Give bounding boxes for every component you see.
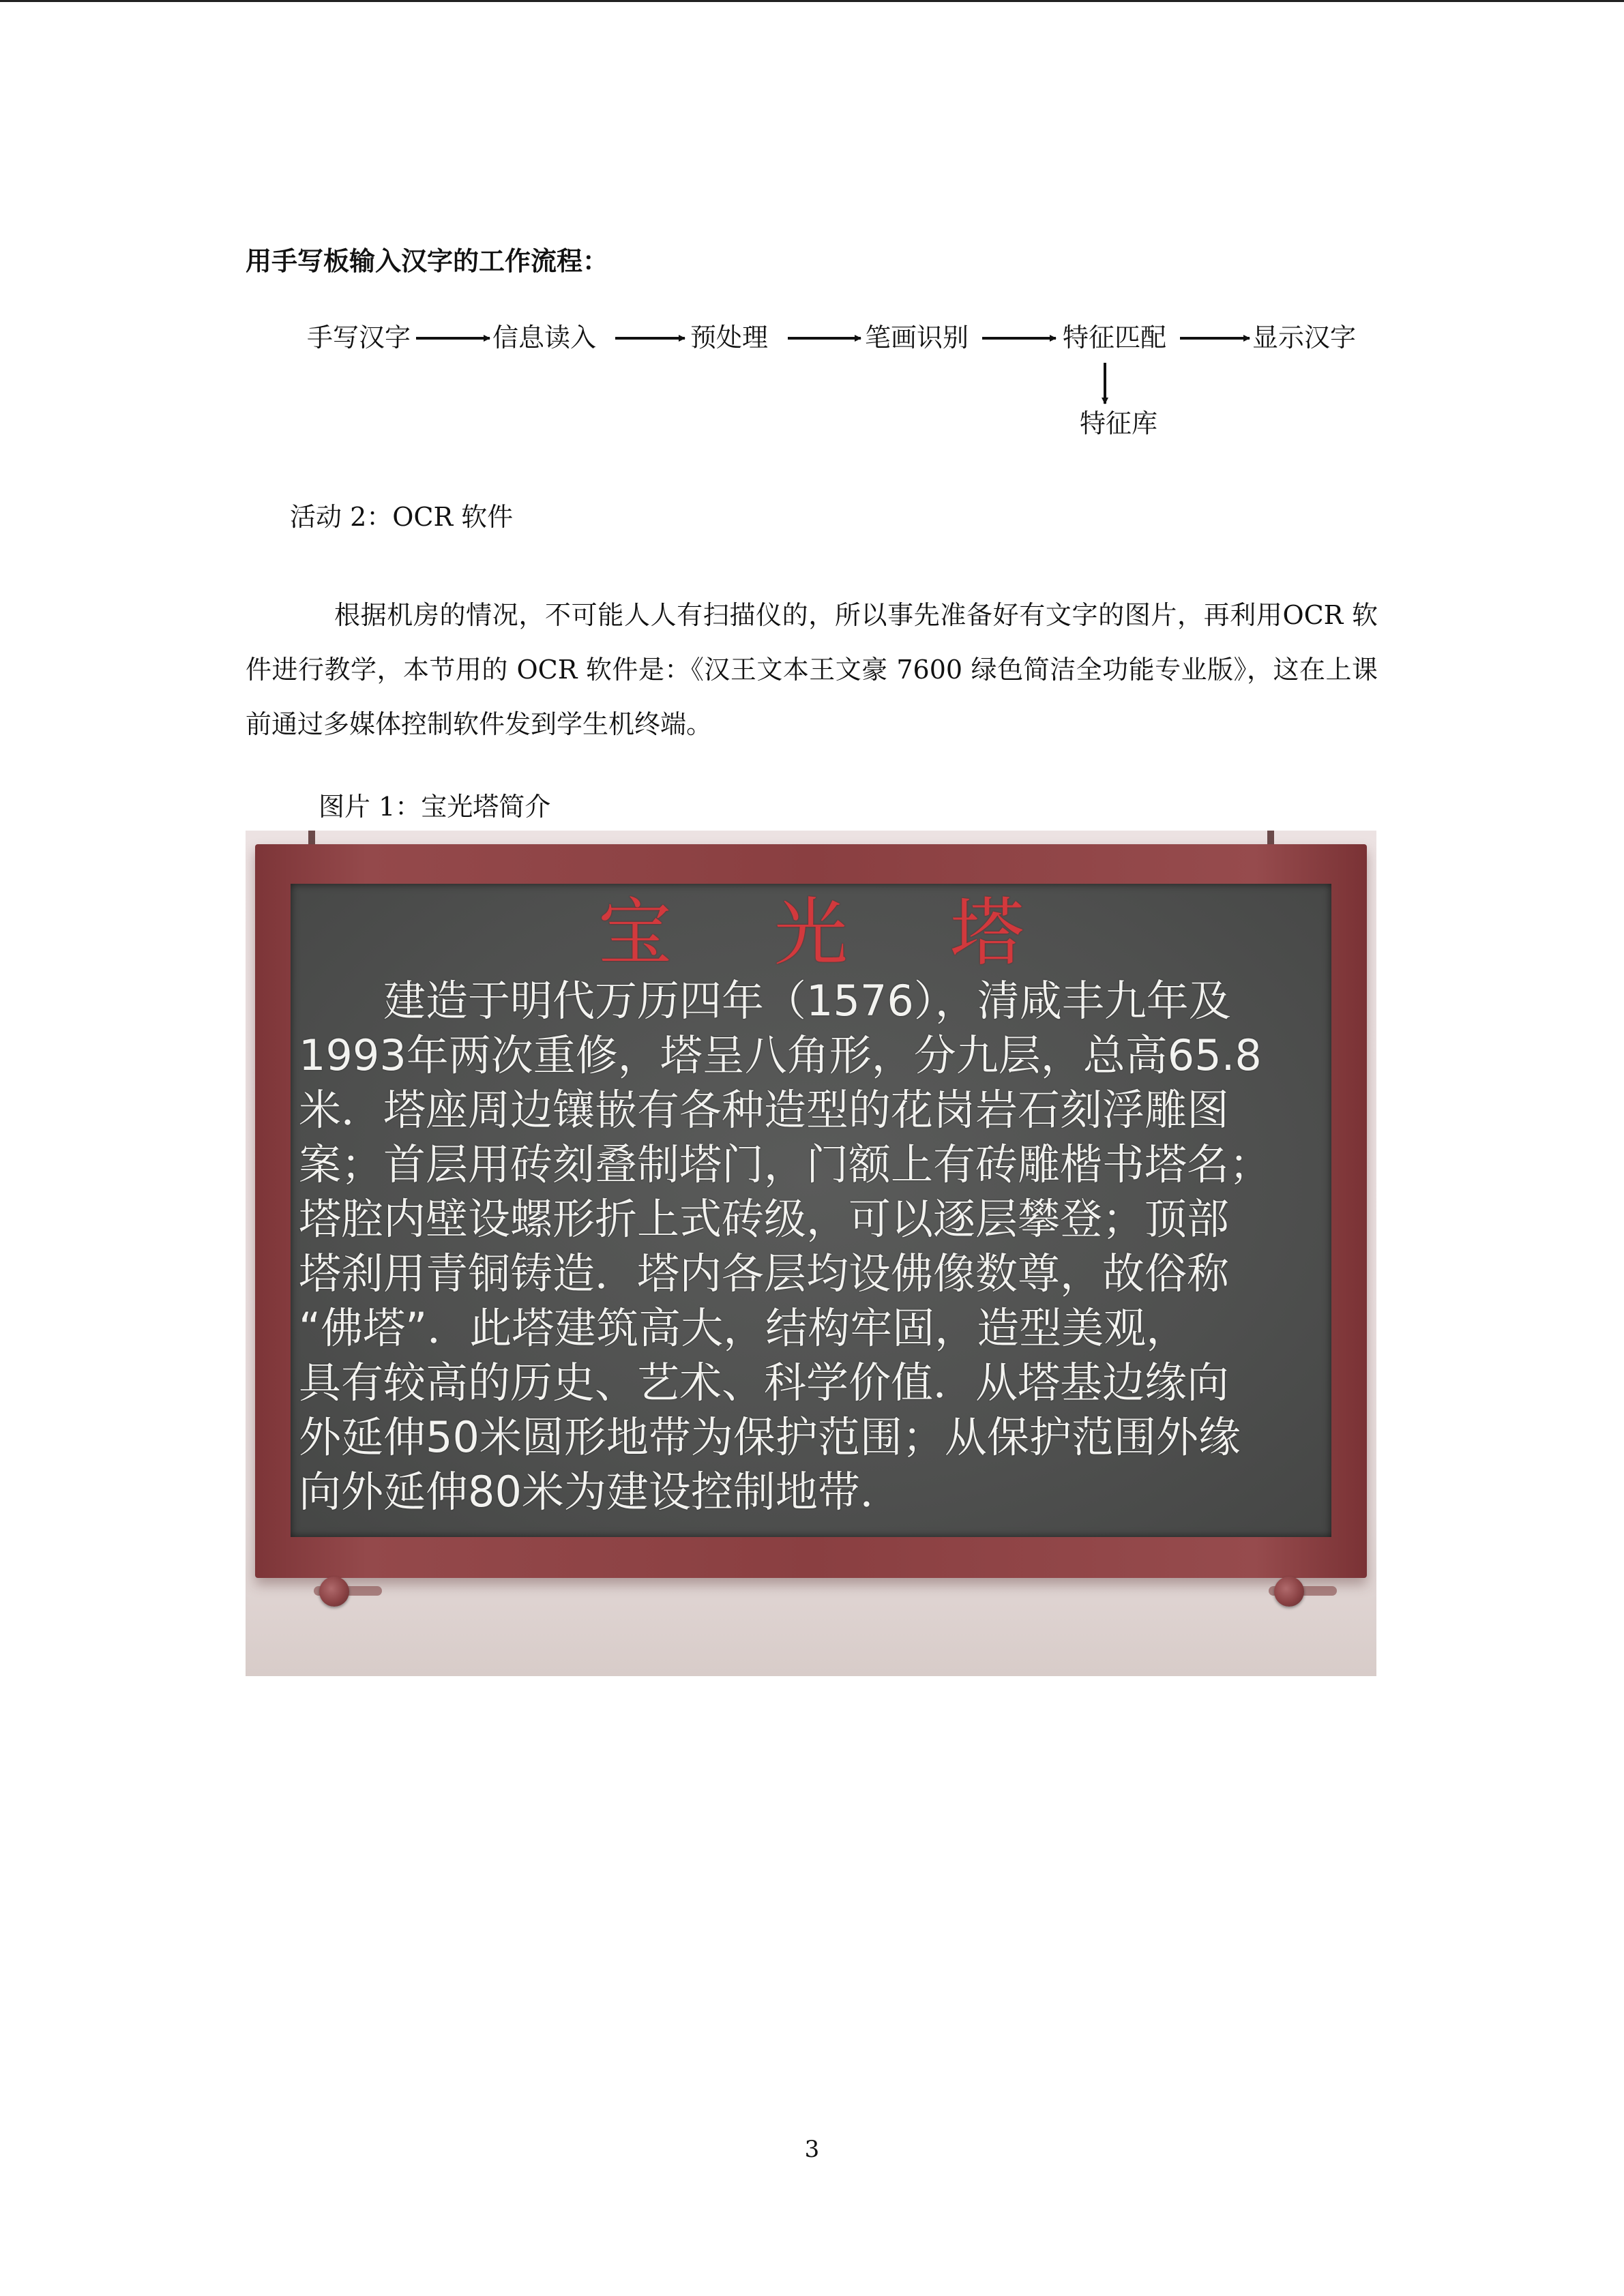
flow-step-3: 预处理 [690, 323, 769, 353]
flow-step-6: 显示汉字 [1252, 323, 1357, 353]
signboard-line: 向外延伸80米为建设控制地带． [299, 1467, 902, 1517]
flow-branch: 特征库 [1080, 408, 1158, 438]
flow-step-2: 信息读入 [492, 323, 597, 353]
signboard-line: “佛塔”．此塔建筑高大，结构牢固，造型美观， [299, 1303, 1189, 1353]
flow-step-1: 手写汉字 [307, 323, 411, 353]
workflow-flowchart [0, 314, 1624, 464]
signboard-line: 米．塔座周边镶嵌有各种造型的花岗岩石刻浮雕图 [299, 1085, 1230, 1135]
signboard-line: 塔刹用青铜铸造．塔内各层均设佛像数尊，故俗称 [299, 1249, 1230, 1298]
signboard-title: 宝光塔 [597, 891, 1126, 976]
activity-title: 活动 2：OCR 软件 [290, 502, 514, 532]
section-heading: 用手写板输入汉字的工作流程： [246, 245, 609, 276]
signboard-line: 建造于明代万历四年（1576），清咸丰九年及 [299, 976, 1231, 1026]
signboard-line: 案；首层用砖刻叠制塔门，门额上有砖雕楷书塔名； [299, 1139, 1272, 1189]
signboard-line: 塔腔内壁设螺形折上式砖级，可以逐层攀登；顶部 [299, 1194, 1230, 1244]
mount-bolt-right [1274, 1577, 1304, 1607]
figure-caption: 图片 1：宝光塔简介 [319, 792, 551, 822]
flow-step-4: 笔画识别 [865, 323, 969, 353]
signboard-frame [255, 844, 1367, 1578]
signboard-face [291, 884, 1331, 1537]
signboard-line: 1993年两次重修，塔呈八角形，分九层，总高65.8 [299, 1030, 1262, 1080]
body-paragraph: 根据机房的情况，不可能人人有扫描仪的，所以事先准备好有文字的图片，再利用OCR 软件进行教学，本节用的 OCR 软件是：《汉王文本王文豪 7600 绿色简洁全功能专业版》，这在上课前通过多媒体控制软件发到学生机终端。 [246, 600, 1378, 739]
signboard-photo [246, 831, 1376, 1676]
signboard-line: 具有较高的历史、艺术、科学价值．从塔基边缘向 [299, 1358, 1230, 1407]
page-number: 3 [804, 2136, 820, 2163]
top-rule [0, 0, 1624, 2]
flow-step-5: 特征匹配 [1063, 323, 1167, 353]
signboard-line: 外延伸50米圆形地带为保护范围；从保护范围外缘 [299, 1412, 1241, 1462]
mount-bolt-left [319, 1577, 349, 1607]
